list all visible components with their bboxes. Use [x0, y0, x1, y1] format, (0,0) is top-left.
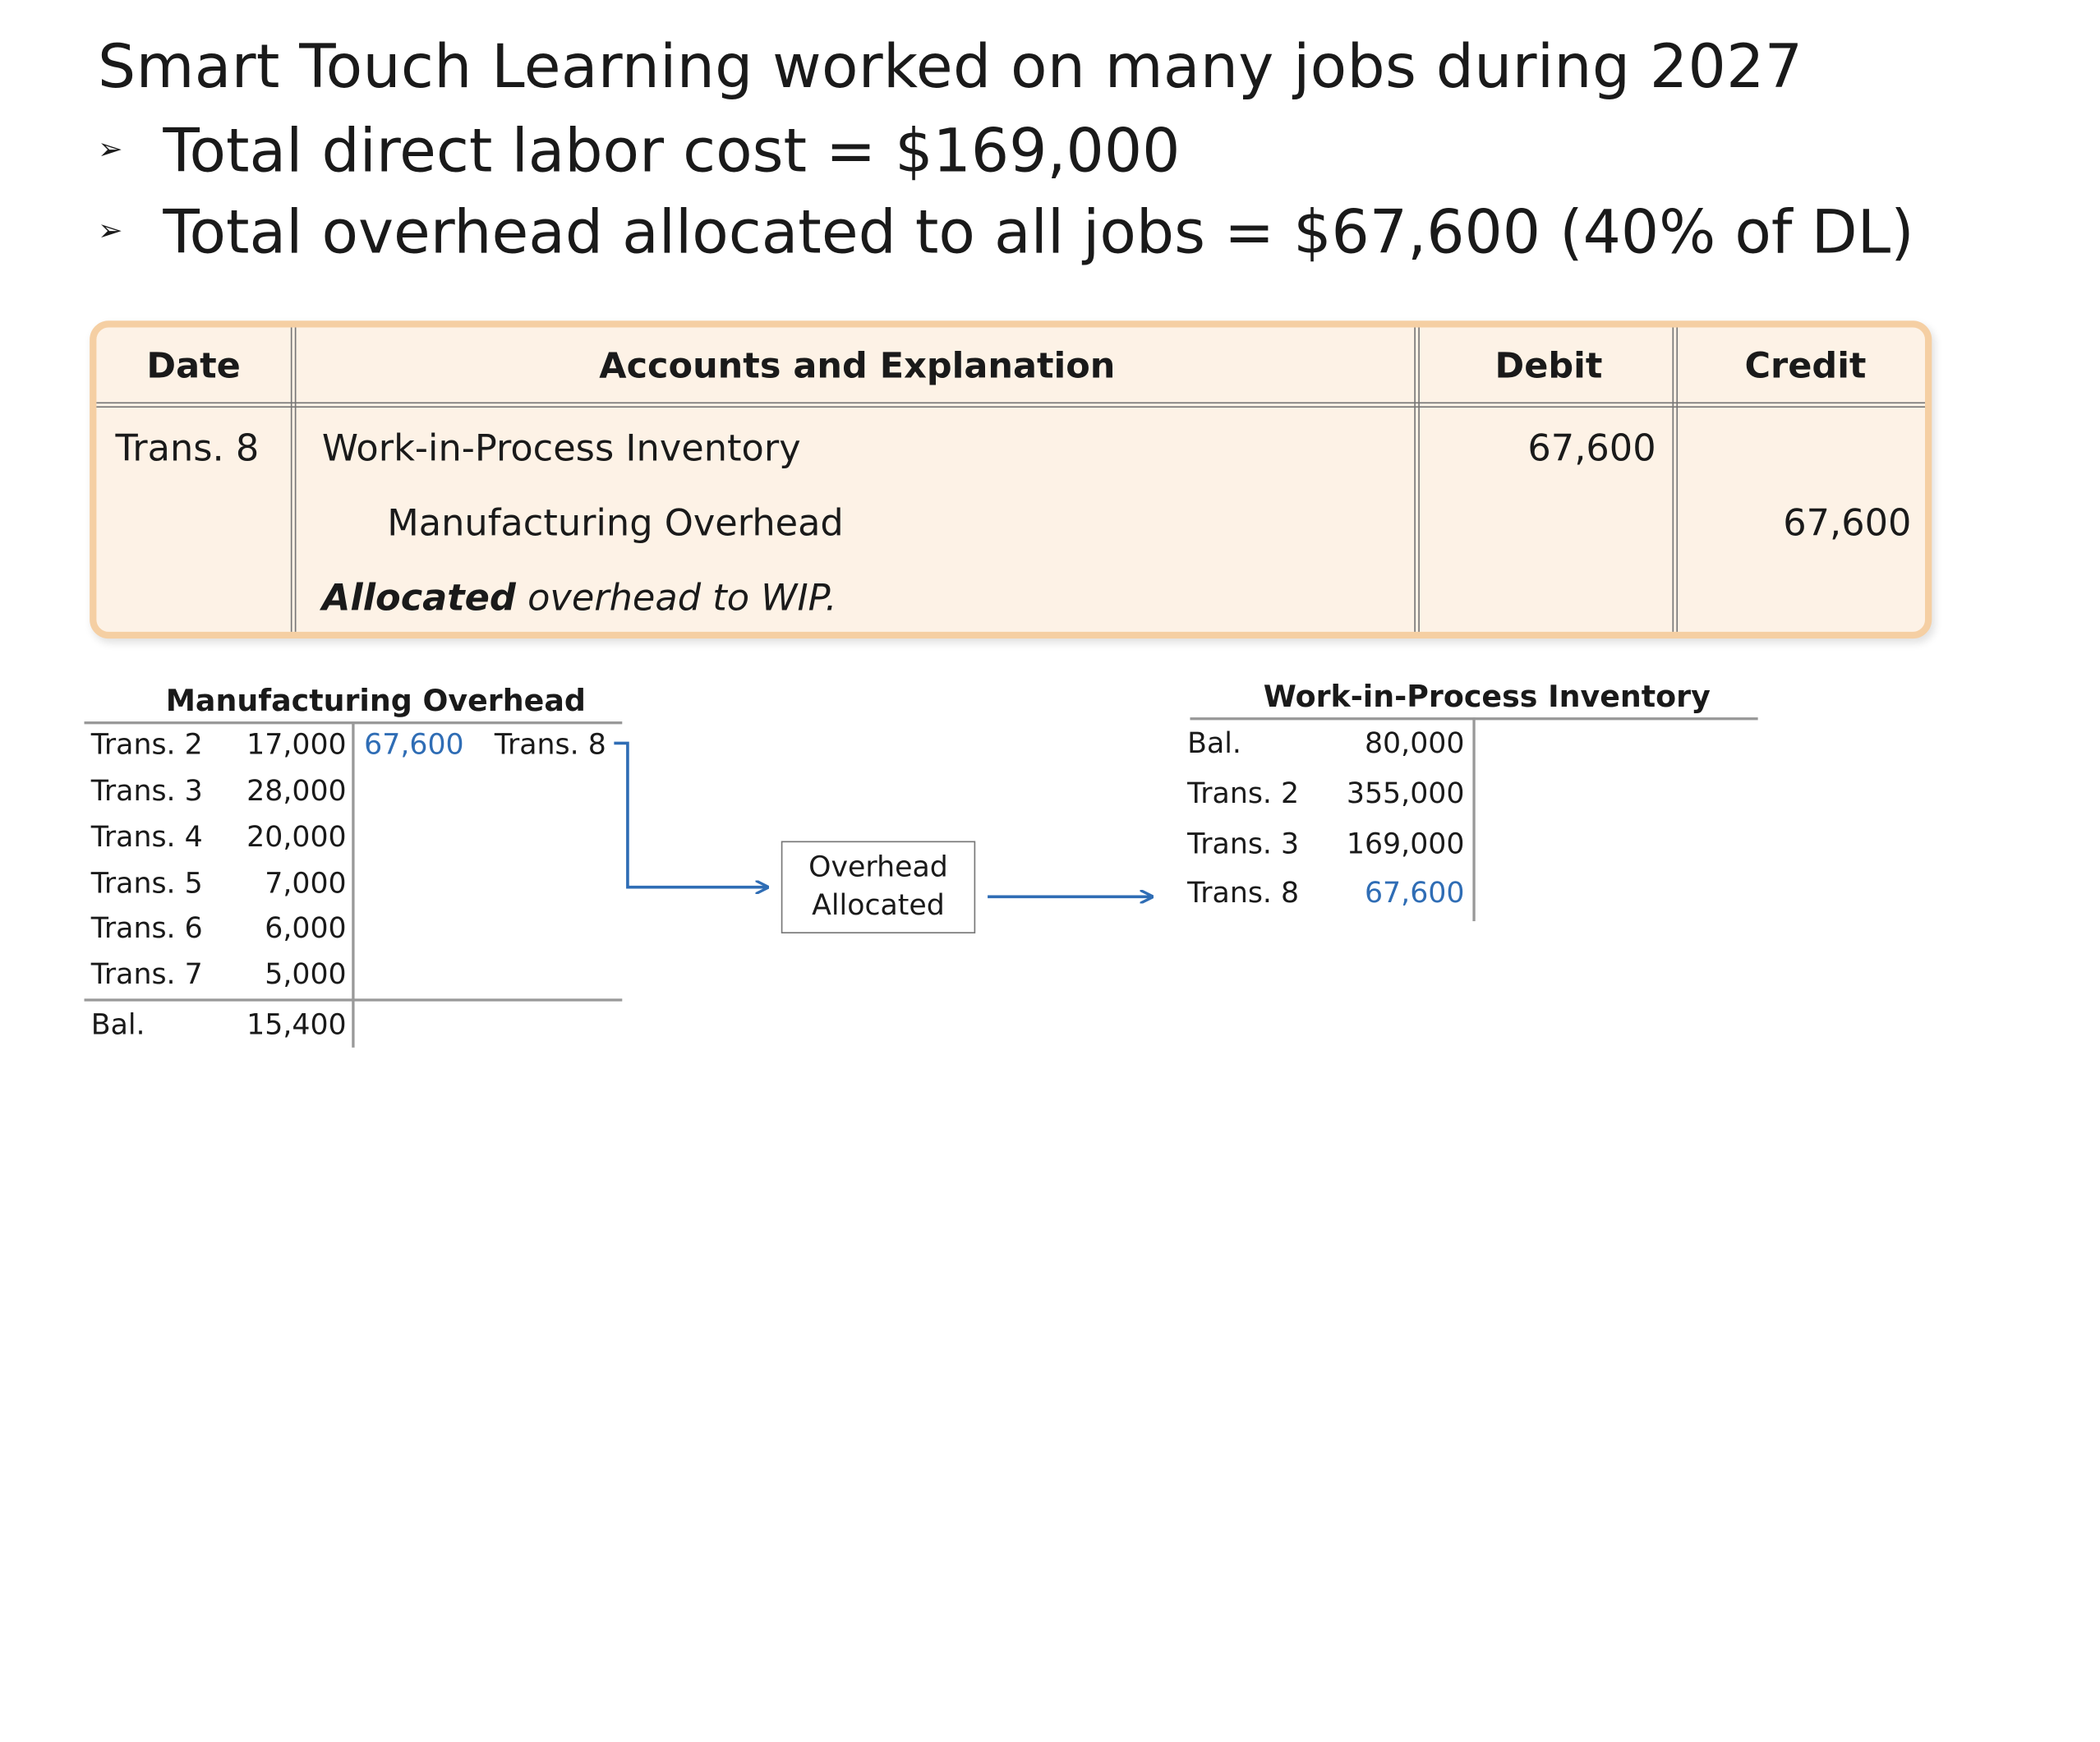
wip-debit-amount: 355,000 [1346, 777, 1465, 810]
arrow-to-box [614, 743, 767, 887]
mo-credit-label: Trans. 8 [494, 728, 606, 761]
wip-debit-label: Bal. [1187, 726, 1241, 760]
column-divider [1672, 327, 1678, 631]
wip-debit-label: Trans. 3 [1187, 827, 1300, 860]
header-accounts: Accounts and Explanation [599, 346, 1116, 388]
journal-entry-table [90, 320, 1932, 638]
header-date: Date [146, 346, 241, 388]
row-account: Manufacturing Overhead [387, 502, 844, 546]
overhead-allocated-box [781, 841, 975, 933]
header-divider [96, 402, 1925, 408]
mo-debit-label: Trans. 7 [90, 957, 203, 991]
wip-debit-amount: 80,000 [1364, 726, 1465, 760]
row-explanation [322, 578, 837, 620]
wip-debit-amount-highlight: 67,600 [1364, 876, 1465, 910]
mo-debit-label: Trans. 2 [90, 728, 203, 761]
bullet-overhead-allocated [98, 198, 1914, 267]
mo-debit-amount: 6,000 [265, 911, 347, 945]
column-divider [1414, 327, 1420, 631]
row-account: Work-in-Process Inventory [321, 427, 801, 471]
box-line-1: Overhead [808, 850, 948, 883]
mo-debit-amount: 20,000 [246, 820, 347, 854]
header-credit: Credit [1744, 346, 1867, 388]
box-line-2: Allocated [812, 888, 945, 922]
explanation-text: overhead to WIP. [515, 577, 837, 620]
mo-debit-amount: 17,000 [246, 728, 347, 761]
column-divider [291, 327, 297, 631]
arrow-bullet-icon: ➢ [98, 214, 123, 248]
wip-title: Work-in-Process Inventory [1263, 680, 1711, 715]
header-debit: Debit [1494, 346, 1603, 388]
mfg-overhead-title: Manufacturing Overhead [165, 684, 586, 719]
row-debit: 67,600 [1527, 427, 1656, 471]
mo-debit-amount: 5,000 [265, 957, 347, 991]
mo-debit-amount: 28,000 [246, 774, 347, 808]
arrow-bullet-icon: ➢ [98, 132, 123, 167]
mo-balance-amount: 15,400 [246, 1007, 347, 1041]
mo-debit-label: Trans. 4 [90, 820, 203, 854]
slide-title: Smart Touch Learning worked on many jobs during 2027 [98, 32, 1803, 103]
mo-debit-label: Trans. 5 [90, 866, 203, 900]
mo-credit-amount: 67,600 [364, 728, 464, 761]
t-account-balance-line [85, 998, 623, 1001]
wip-debit-label: Trans. 8 [1187, 876, 1300, 910]
row-date: Trans. 8 [115, 427, 260, 471]
row-credit: 67,600 [1783, 502, 1912, 546]
t-account-center-line [1472, 717, 1475, 921]
mo-balance-label: Bal. [90, 1007, 145, 1041]
mo-debit-amount: 7,000 [265, 866, 347, 900]
bullet-text: Total direct labor cost = $169,000 [163, 117, 1181, 187]
bullet-text: Total overhead allocated to all jobs = $67,600 (40% of DL) [163, 198, 1914, 268]
explanation-bold: Allocated [321, 577, 516, 620]
wip-debit-amount: 169,000 [1346, 827, 1465, 860]
mo-debit-label: Trans. 3 [90, 774, 203, 808]
bullet-direct-labor [98, 117, 1180, 186]
mo-debit-label: Trans. 6 [90, 911, 203, 945]
wip-debit-label: Trans. 2 [1187, 777, 1300, 810]
